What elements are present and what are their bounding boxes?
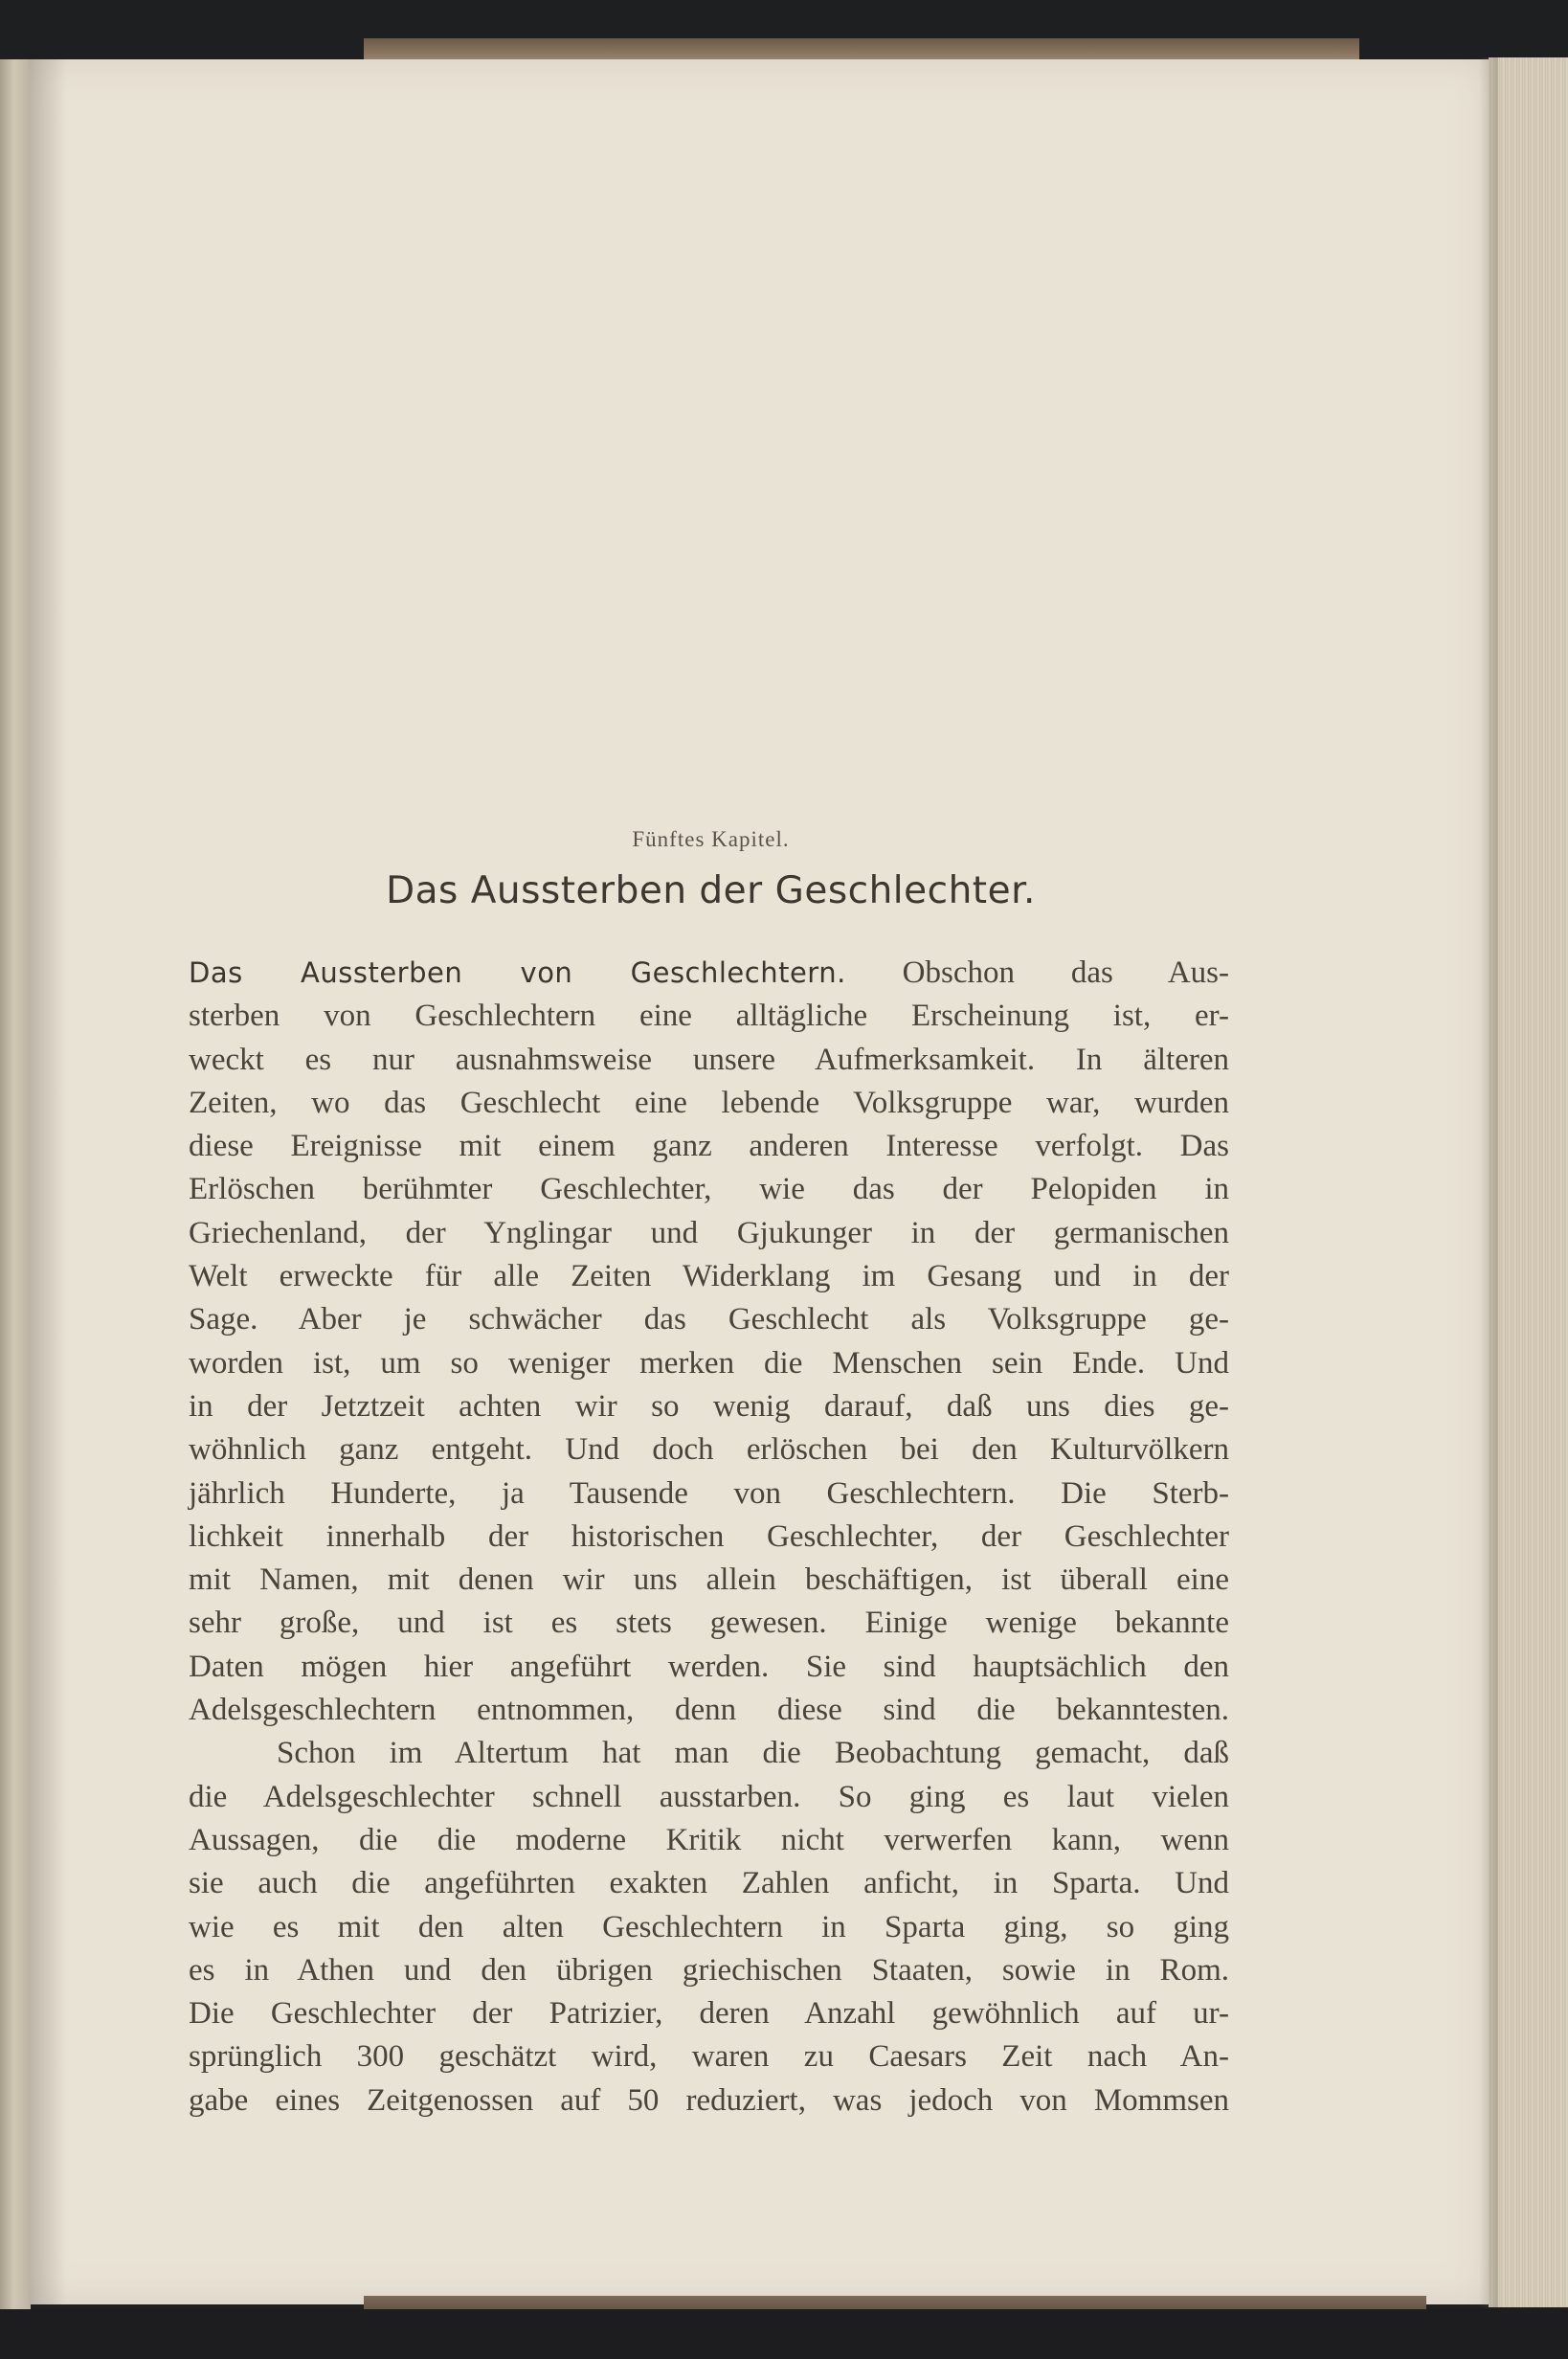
paragraph-lead: Das Aussterben von Geschlechtern. [189, 956, 846, 989]
text-line [189, 952, 1229, 995]
text-line: es in Athen und den übrigen griechischen Staaten, sowie in Rom. [189, 1952, 1229, 1988]
text-line-rest: Obschon das Aus- [845, 955, 1230, 990]
text-line: Aussagen, die die moderne Kritik nicht verwerfen kann, wenn [189, 1822, 1229, 1857]
text-line: wöhnlich ganz entgeht. Und doch erlöschen bei den Kulturvölkern [189, 1432, 1229, 1468]
text-line: Welt erweckte für alle Zeiten Widerklang im Gesang und in der [189, 1259, 1229, 1294]
text-line: Schon im Altertum hat man die Beobachtung gemacht, daß [277, 1736, 1229, 1771]
text-line: Daten mögen hier angeführt werden. Sie sind hauptsächlich den [189, 1649, 1229, 1684]
body-text [189, 952, 1229, 2123]
text-line: worden ist, um so weniger merken die Menschen sein Ende. Und [189, 1345, 1229, 1381]
text-line: Erlöschen berühmter Geschlechter, wie das der Pelopiden in [189, 1172, 1229, 1207]
text-line: weckt es nur ausnahmsweise unsere Aufmerksamkeit. In älteren [189, 1042, 1229, 1077]
page-stack-edge [1489, 57, 1568, 2307]
text-line: Die Geschlechter der Patrizier, deren Anzahl gewöhnlich auf ur- [189, 1996, 1229, 2032]
text-line: in der Jetztzeit achten wir so wenig darauf, daß uns dies ge- [189, 1388, 1229, 1424]
text-line: lichkeit innerhalb der historischen Geschlechter, der Geschlechter [189, 1518, 1229, 1554]
text-line: Zeiten, wo das Geschlecht eine lebende Volksgruppe war, wurden [189, 1085, 1229, 1120]
text-line: wie es mit den alten Geschlechtern in Sparta ging, so ging [189, 1909, 1229, 1944]
text-line: Griechenland, der Ynglingar und Gjukunger in der germanischen [189, 1215, 1229, 1250]
book-page [29, 59, 1489, 2304]
text-line: diese Ereignisse mit einem ganz anderen Interesse verfolgt. Das [189, 1129, 1229, 1164]
text-line: die Adelsgeschlechter schnell ausstarben. So ging es laut vielen [189, 1779, 1229, 1814]
text-line: mit Namen, mit denen wir uns allein beschäftigen, ist überall eine [189, 1562, 1229, 1598]
scanner-background-bottom [0, 2309, 1568, 2359]
text-line: sterben von Geschlechtern eine alltägliche Erscheinung ist, er- [189, 999, 1229, 1034]
text-line: gabe eines Zeitgenossen auf 50 reduziert, was jedoch von Mommsen [189, 2082, 1229, 2118]
previous-page-edge [0, 59, 31, 2309]
text-line: Sage. Aber je schwächer das Geschlecht als Volksgruppe ge- [189, 1302, 1229, 1337]
chapter-title: Das Aussterben der Geschlechter. [386, 869, 1036, 912]
page-stack-shadow [1479, 57, 1498, 2307]
text-line: sie auch die angeführten exakten Zahlen anficht, in Sparta. Und [189, 1866, 1229, 1901]
text-line: sehr große, und ist es stets gewesen. Einige wenige bekannte [189, 1606, 1229, 1641]
page-gutter-shadow [29, 59, 67, 2304]
text-line: Adelsgeschlechtern entnommen, denn diese sind die bekanntesten. [189, 1693, 1229, 1728]
text-line: jährlich Hunderte, ja Tausende von Geschlechtern. Die Sterb- [189, 1475, 1229, 1511]
text-line: sprünglich 300 geschätzt wird, waren zu Caesars Zeit nach An- [189, 2039, 1229, 2075]
chapter-label: Fünftes Kapitel. [632, 827, 790, 851]
